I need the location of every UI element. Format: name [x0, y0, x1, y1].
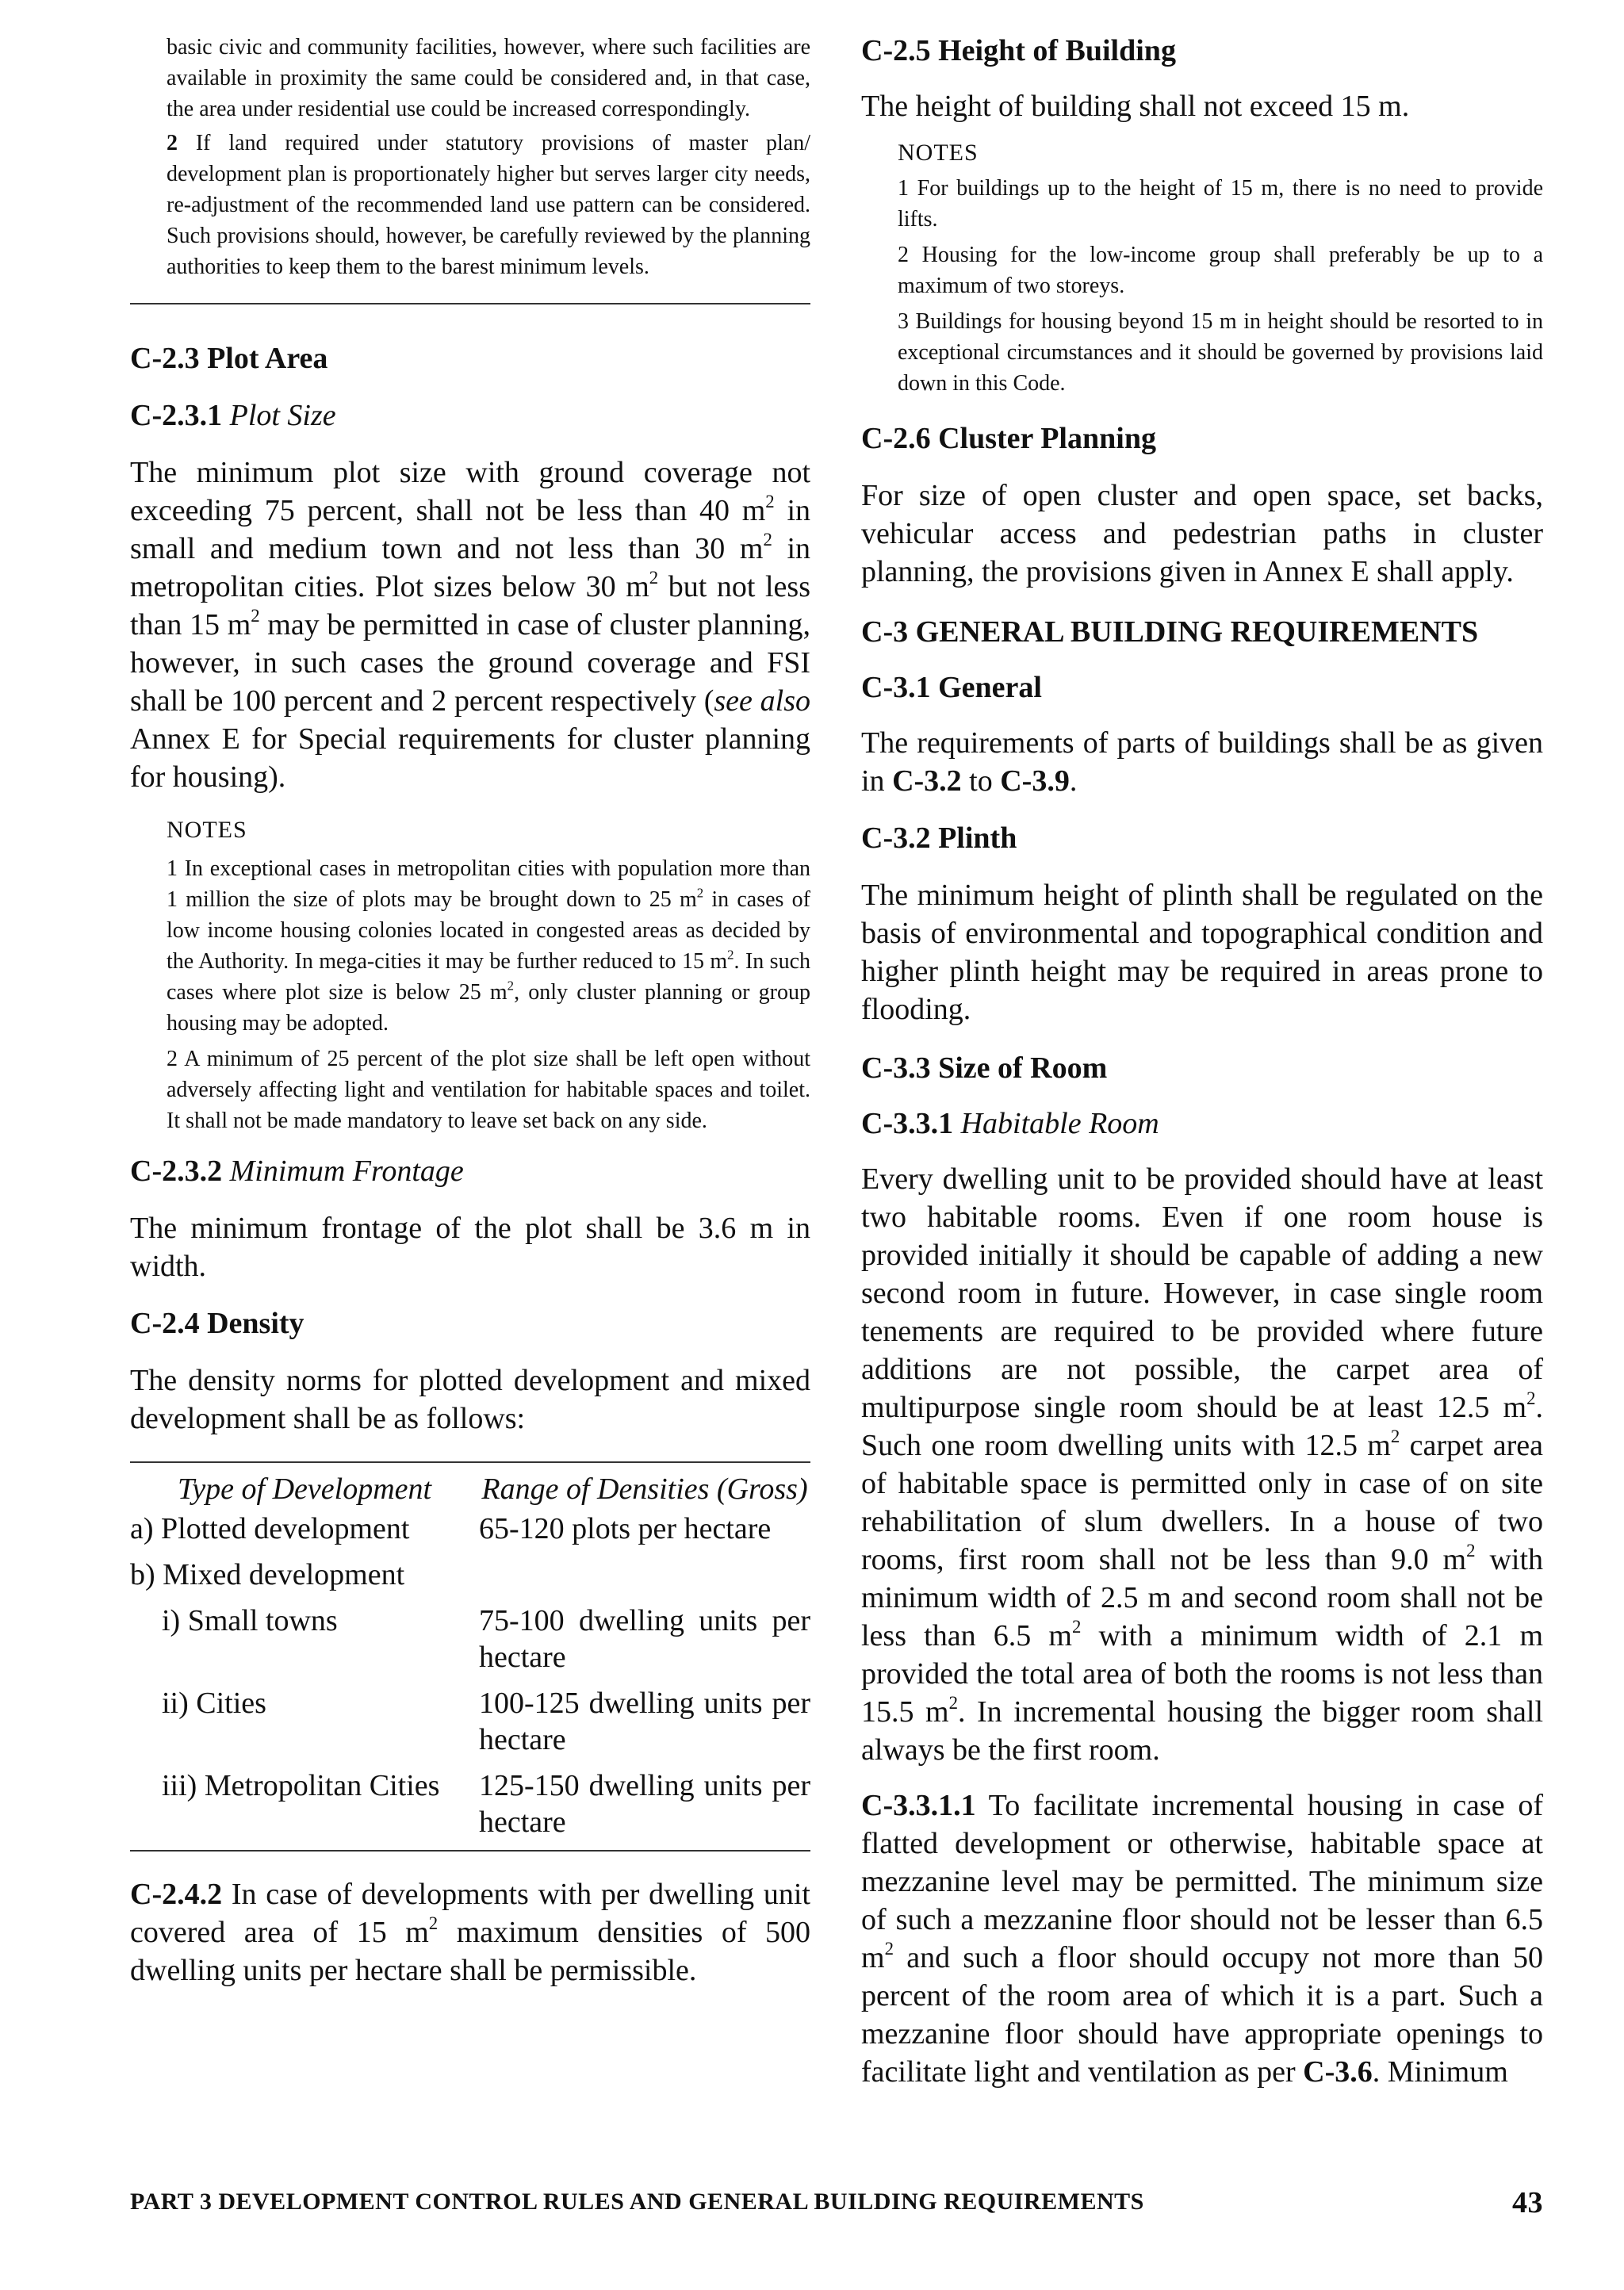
text-run: Every dwelling unit to be provided should have at least two habitable rooms. Even if one room house is provided initially it should be capable of adding a new second room in future. However, in case single room tenements are required to be provided where future additions are not possible, the carpet area of multipurpose single room should be at least 12.5 m	[861, 1162, 1543, 1424]
clause-reference: C-3.9	[1000, 764, 1070, 798]
text-run: and such a floor should occupy not more than 50 percent of the room area of which it is a part. Such a mezzanine floor should have appropriate openings to facilitate light and ventilation as per	[861, 1941, 1543, 2089]
note-number: 3	[898, 309, 909, 334]
table-cell-range: 75-100 dwelling units per hectare	[479, 1604, 810, 1674]
mezzanine-paragraph	[861, 1786, 1543, 2091]
table-bottom-rule	[130, 1850, 810, 1852]
superscript: 2	[251, 606, 260, 626]
heading-number: C-2.3.2	[130, 1155, 223, 1188]
text-run: see	[714, 684, 753, 718]
table-cell-range: 100-125 dwelling units per hectare	[479, 1687, 810, 1756]
text-run: . Such one room dwelling units with 12.5 m	[861, 1391, 1543, 1462]
text-run: may be permitted in case of cluster planning, however, in such cases the ground coverage and FSI shall be 100 percent and 2 percent respectively (	[130, 608, 810, 718]
density-table	[130, 1471, 810, 1840]
text-run: The minimum plot size with ground coverage not exceeding 75 percent, shall not be less than 40 m	[130, 456, 810, 527]
heading-title: Minimum Frontage	[229, 1155, 464, 1188]
superscript: 2	[696, 885, 704, 901]
notes-title: NOTES	[898, 140, 979, 166]
table-cell-type: i) Small towns	[162, 1604, 338, 1637]
text-run: . Minimum	[1372, 2055, 1508, 2089]
text-run: in small and medium town and not less than 30 m	[130, 494, 810, 565]
frontage-paragraph: The minimum frontage of the plot shall be 3.6 m in width.	[130, 1212, 810, 1283]
note-text: For buildings up to the height of 15 m, there is no need to provide lifts.	[898, 176, 1543, 232]
note-number: 1	[898, 176, 909, 201]
heading-title: Habitable Room	[960, 1107, 1159, 1140]
text-run: also	[760, 684, 810, 718]
plot-note-1	[167, 853, 810, 1039]
height-note-3	[898, 306, 1543, 399]
density-note-paragraph	[130, 1875, 810, 1989]
right-column	[861, 32, 1543, 2091]
heading-general-building-requirements: C-3 GENERAL BUILDING REQUIREMENTS	[861, 615, 1479, 649]
heading-plinth: C-3.2 Plinth	[861, 821, 1017, 855]
height-note-2	[898, 239, 1543, 301]
table-row	[130, 1507, 810, 1547]
table-cell-type: b) Mixed development	[130, 1558, 405, 1591]
plinth-paragraph: The minimum height of plinth shall be regulated on the basis of environmental and topographical condition and higher plinth height may be required in areas prone to flooding.	[861, 879, 1543, 1026]
superscript: 2	[765, 492, 775, 512]
heading-size-of-room: C-3.3 Size of Room	[861, 1051, 1108, 1085]
text-run: In exceptional cases in metropolitan cities with population more than 1 million the size of plots may be brought down to 25 m	[167, 856, 810, 912]
superscript: 2	[727, 947, 734, 963]
heading-minimum-frontage	[130, 1152, 810, 1190]
heading-density: C-2.4 Density	[130, 1307, 304, 1340]
text-run: The requirements of parts of buildings shall be as given in	[861, 726, 1543, 798]
table-header-row	[130, 1471, 810, 1507]
notes-title: NOTES	[167, 817, 247, 843]
cluster-paragraph: For size of open cluster and open space, set backs, vehicular access and pedestrian paths in cluster planning, the provisions given in Annex E shall apply.	[861, 479, 1543, 588]
text-run: with a minimum width of 2.1 m provided the total area of both the rooms is not less than 15.5 m	[861, 1619, 1544, 1729]
note-continuation-text: basic civic and community facilities, however, where such facilities are available in proximity the same could be considered and, in that case, the area under residential use could be increased correspondingly.	[167, 35, 810, 121]
running-footer-title: PART 3 DEVELOPMENT CONTROL RULES AND GENERAL BUILDING REQUIREMENTS	[130, 2189, 1144, 2215]
note-text: If land required under statutory provisions of master plan/ development plan is proportionately higher but serves larger city needs, re-adjustment of the recommended land use pattern can be considered. Such provisions should, however, be carefully reviewed by the planning authorities to keep them to the barest minimum levels.	[167, 131, 811, 279]
superscript: 2	[1526, 1388, 1536, 1409]
table-cell-range: 125-150 dwelling units per hectare	[479, 1769, 810, 1839]
table-cell-range: 65-120 plots per hectare	[479, 1512, 772, 1545]
text-run: .	[1069, 764, 1078, 798]
heading-number: C-3.3.1	[861, 1107, 954, 1140]
text-run: Annex E for Special requirements for cluster planning for housing).	[130, 722, 810, 794]
superscript: 2	[428, 1913, 439, 1934]
text-run: but not less than 15 m	[130, 570, 810, 641]
clause-reference: C-3.6	[1303, 2055, 1373, 2089]
height-note-1	[898, 173, 1543, 235]
superscript: 2	[884, 1939, 894, 1959]
habitable-room-paragraph	[861, 1160, 1543, 1769]
text-run: with minimum width of 2.5 m and second room shall not be less than 6.5 m	[861, 1543, 1543, 1652]
note-number: 2	[167, 1047, 178, 1071]
heading-title: Plot Size	[229, 399, 336, 432]
heading-cluster-planning: C-2.6 Cluster Planning	[861, 422, 1156, 455]
text-run: To facilitate incremental housing in case of flatted development or otherwise, habitable space at mezzanine level may be permitted. The minimum size of such a mezzanine floor should not be lesser than 6.5 m	[861, 1789, 1543, 1974]
clause-reference: C-3.2	[892, 764, 962, 798]
note-number: 1	[167, 856, 178, 881]
note-number: 2	[898, 243, 909, 267]
table-cell-type: a) Plotted development	[130, 1512, 410, 1545]
table-cell-type: iii) Metropolitan Cities	[162, 1769, 440, 1802]
clause-number: C-3.3.1.1	[861, 1789, 976, 1822]
table-row	[130, 1593, 810, 1675]
table-row	[130, 1675, 810, 1758]
left-column	[130, 32, 810, 1989]
table-row	[130, 1547, 810, 1593]
heading-plot-area: C-2.3 Plot Area	[130, 342, 328, 375]
density-paragraph: The density norms for plotted development and mixed development shall be as follows:	[130, 1364, 810, 1435]
text-run: , only cluster planning or group housing may be adopted.	[167, 980, 810, 1036]
superscript: 2	[1466, 1541, 1476, 1561]
superscript: 2	[948, 1693, 958, 1714]
heading-height-of-building: C-2.5 Height of Building	[861, 34, 1176, 67]
heading-plot-size	[130, 396, 810, 435]
heading-number: C-2.3.1	[130, 399, 223, 432]
note-text: Housing for the low-income group shall preferably be up to a maximum of two storeys.	[898, 243, 1543, 298]
table-cell-type: ii) Cities	[162, 1687, 266, 1720]
note-continuation	[167, 32, 810, 124]
table-top-rule	[130, 1461, 810, 1463]
superscript: 2	[507, 978, 515, 994]
plot-size-paragraph	[130, 454, 810, 796]
land-use-note-2	[167, 128, 810, 282]
plot-note-2	[167, 1044, 810, 1136]
text-run: . In such cases where plot size is below 25 m	[167, 949, 810, 1005]
clause-number: C-2.4.2	[130, 1878, 223, 1911]
text-run: In case of developments with per dwelling unit covered area of 15 m	[130, 1878, 810, 1949]
heading-general: C-3.1 General	[861, 671, 1042, 704]
section-divider	[130, 303, 810, 304]
page-number: 43	[1512, 2186, 1543, 2219]
table-cell-range	[479, 1547, 810, 1593]
text-run: . In incremental housing the bigger room shall always be the first room.	[861, 1695, 1543, 1767]
superscript: 2	[1390, 1426, 1400, 1447]
height-paragraph: The height of building shall not exceed 15 m.	[861, 90, 1410, 123]
page-footer	[130, 2186, 1543, 2219]
text-run: carpet area of habitable space is permitted only in case of on site rehabilitation of slum dwellers. In a house of two rooms, first room shall not be less than 9.0 m	[861, 1429, 1543, 1576]
superscript: 2	[1071, 1617, 1082, 1637]
table-header-type: Type of Development	[178, 1472, 432, 1506]
text-run: maximum densities of 500 dwelling units per hectare shall be permissible.	[130, 1916, 811, 1987]
superscript: 2	[649, 568, 659, 588]
superscript: 2	[763, 530, 772, 550]
text-run: in cases of low income housing colonies located in congested areas as decided by the Authority. In mega-cities it may be further reduced to 15 m	[167, 887, 811, 974]
general-paragraph	[861, 724, 1543, 800]
note-number: 2	[167, 131, 178, 155]
note-text: A minimum of 25 percent of the plot size shall be left open without adversely affecting light and ventilation for habitable spaces and toilet. It shall not be made mandatory to leave set back on any side.	[167, 1047, 810, 1133]
heading-habitable-room	[861, 1105, 1543, 1143]
text-run: to	[961, 764, 1001, 798]
table-header-range: Range of Densities (Gross)	[481, 1472, 808, 1506]
note-text: Buildings for housing beyond 15 m in height should be resorted to in exceptional circumstances and it should be governed by provisions laid down in this Code.	[898, 309, 1543, 396]
table-row	[130, 1758, 810, 1840]
text-run: in metropolitan cities. Plot sizes below 30 m	[130, 532, 811, 603]
